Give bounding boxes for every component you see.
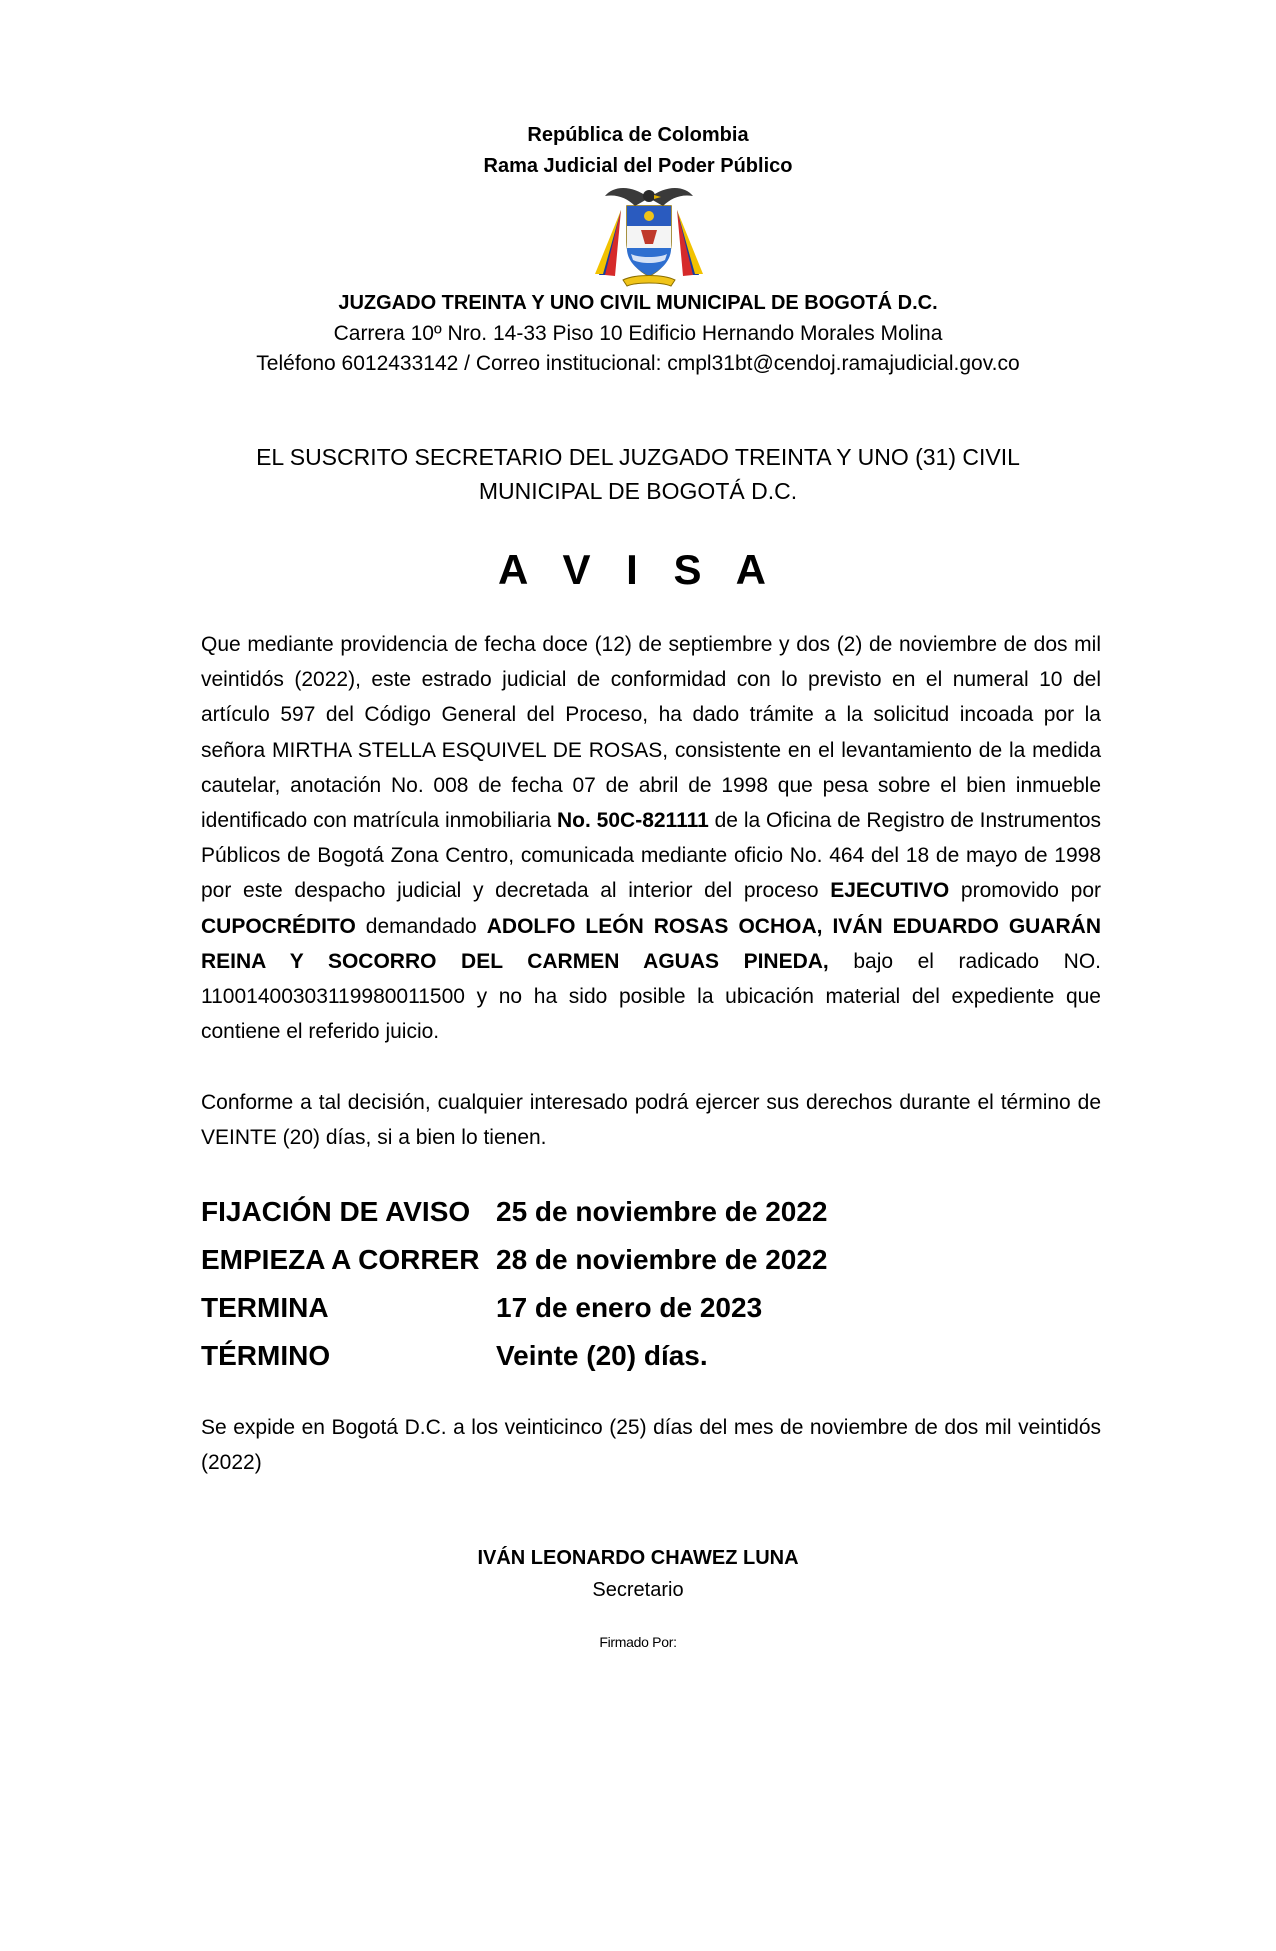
- schedule-value: 17 de enero de 2023: [496, 1292, 763, 1323]
- schedule-row: [201, 1332, 1101, 1380]
- schedule-row: [201, 1236, 1101, 1284]
- p1-plaintiff: CUPOCRÉDITO: [201, 914, 356, 938]
- schedule-label: FIJACIÓN DE AVISO: [201, 1196, 471, 1227]
- court-address: Carrera 10º Nro. 14-33 Piso 10 Edificio Hernando Morales Molina: [333, 322, 943, 345]
- signer-name: IVÁN LEONARDO CHAWEZ LUNA: [477, 1547, 799, 1569]
- body-paragraph-3: Se expide en Bogotá D.C. a los veinticinco (25) días del mes de noviembre de dos mil veintidós (2022): [201, 1416, 1101, 1475]
- document-title: A V I S A: [498, 546, 778, 593]
- intro-statement: [230, 440, 1046, 508]
- p1-text-e: promovido por: [949, 879, 1101, 903]
- body-paragraph-2: Conforme a tal decisión, cualquier interesado podrá ejercer sus derechos durante el término de VEINTE (20) días, si a bien lo tienen.: [201, 1091, 1101, 1150]
- p1-registration-number: No. 50C-821111: [557, 809, 709, 833]
- schedule-label: TERMINA: [201, 1292, 329, 1323]
- signer-role: Secretario: [592, 1579, 684, 1601]
- p1-text-a: Que mediante providencia de fecha doce (12) de septiembre y dos (2) de noviembre de dos mil veintidós (2022), este estrado judicial de conformidad con lo previsto en el numeral 10 del artículo 597 del Código General del Proceso, ha dado trámite a la solicitud incoada por la señora MIRTHA STELLA ESQUIVEL DE ROSAS, consistente en el levantamiento de la medida cautelar, anotación No. 008 de fecha 07 de abril de 1998 que pesa sobre el bien inmueble identificado con matrícula inmobiliaria: [201, 633, 1101, 833]
- court-contact: Teléfono 6012433142 / Correo institucional: cmpl31bt@cendoj.ramajudicial.gov.co: [256, 352, 1020, 375]
- schedule-table: [201, 1188, 1101, 1380]
- header-country: República de Colombia: [527, 124, 749, 146]
- court-name: JUZGADO TREINTA Y UNO CIVIL MUNICIPAL DE BOGOTÁ D.C.: [338, 292, 938, 314]
- schedule-row: [201, 1284, 1101, 1332]
- p1-text-c: de la Oficina de Registro de Instrumentos Públicos de Bogotá Zona Centro, comunicada mediante oficio No. 464 del 18 de mayo de 1998 por este despacho judicial y decretada al interior del proceso: [201, 809, 1101, 903]
- schedule-value: 28 de noviembre de 2022: [496, 1244, 828, 1275]
- p1-process-type: EJECUTIVO: [830, 879, 950, 903]
- schedule-value: 25 de noviembre de 2022: [496, 1196, 828, 1227]
- schedule-row: [201, 1188, 1101, 1236]
- schedule-label: TÉRMINO: [201, 1340, 331, 1371]
- header-branch: Rama Judicial del Poder Público: [483, 155, 793, 177]
- signed-by-label: Firmado Por:: [599, 1634, 677, 1650]
- colombia-coat-of-arms-icon: [591, 180, 707, 290]
- p1-text-i: bajo el radicado NO. 11001400303119980011500 y no ha sido posible la ubicación material del expediente que contiene el referido juicio.: [201, 949, 1102, 1044]
- p1-defendants: ADOLFO LEÓN ROSAS OCHOA, IVÁN EDUARDO GUARÁN REINA Y SOCORRO DEL CARMEN AGUAS PINEDA,: [201, 914, 1101, 973]
- schedule-label: EMPIEZA A CORRER: [201, 1244, 480, 1275]
- p1-text-g: demandado: [355, 914, 487, 938]
- body-paragraph-1: [201, 627, 1101, 1049]
- schedule-value: Veinte (20) días.: [496, 1340, 708, 1371]
- intro-line-2: MUNICIPAL DE BOGOTÁ D.C.: [478, 478, 798, 504]
- intro-line-1: EL SUSCRITO SECRETARIO DEL JUZGADO TREINTA Y UNO (31) CIVIL: [256, 444, 1020, 470]
